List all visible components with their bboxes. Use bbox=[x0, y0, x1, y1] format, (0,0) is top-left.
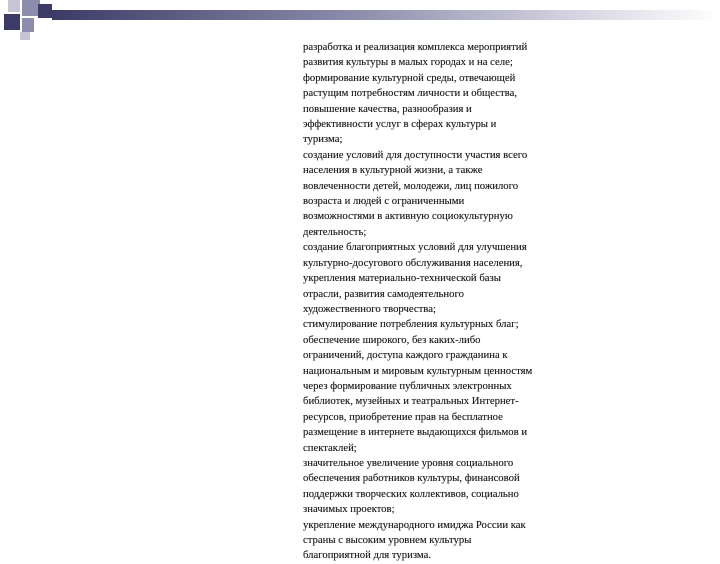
text-line: значимых проектов; bbox=[303, 503, 395, 516]
text-line: отрасли, развития самодеятельного bbox=[303, 287, 464, 300]
text-line: художественного творчества; bbox=[303, 302, 436, 315]
text-line: растущим потребностям личности и общества, bbox=[303, 87, 518, 100]
slide-header-decoration bbox=[0, 0, 720, 40]
header-gradient-bar bbox=[52, 10, 720, 20]
decor-square bbox=[20, 32, 30, 40]
text-line: библиотек, музейных и театральных Интернет- bbox=[303, 395, 519, 408]
text-line: значительное увеличение уровня социального bbox=[303, 456, 514, 469]
text-line: ресурсов, приобретение прав на бесплатное bbox=[303, 410, 503, 423]
text-line: возможностями в активную социокультурную bbox=[303, 210, 513, 223]
text-line: эффективности услуг в сферах культуры и bbox=[303, 118, 497, 131]
text-line: ограничений, доступа каждого гражданина к bbox=[303, 349, 508, 362]
text-line: возраста и людей с ограниченными bbox=[303, 195, 465, 208]
text-line: страны с высоким уровнем культуры bbox=[303, 534, 472, 546]
decor-square bbox=[8, 0, 20, 12]
text-line: повышение качества, разнообразия и bbox=[303, 102, 472, 115]
text-line: туризма; bbox=[303, 133, 343, 146]
decor-square bbox=[38, 4, 52, 18]
text-line: благоприятной для туризма. bbox=[303, 549, 432, 562]
text-line: через формирование публичных электронных bbox=[303, 379, 512, 392]
decor-square bbox=[22, 18, 34, 32]
text-line: развития культуры в малых городах и на селе; bbox=[303, 56, 513, 69]
text-line: культурно-досугового обслуживания населения, bbox=[303, 256, 523, 269]
text-line: размещение в интернете выдающихся фильмов и bbox=[303, 426, 528, 439]
text-line: создание благоприятных условий для улучшения bbox=[303, 241, 527, 254]
text-line: укрепление международного имиджа России как bbox=[303, 518, 526, 531]
text-line: вовлеченности детей, молодежи, лиц пожилого bbox=[303, 179, 519, 192]
text-line: обеспечения работников культуры, финансовой bbox=[303, 472, 520, 485]
slide-body-text bbox=[303, 40, 565, 564]
text-line: поддержки творческих коллективов, социально bbox=[303, 487, 519, 500]
text-line: национальным и мировым культурным ценностям bbox=[303, 364, 533, 377]
text-line: спектаклей; bbox=[303, 441, 357, 454]
text-line: населения в культурной жизни, а также bbox=[303, 164, 483, 177]
text-line: укрепления материально-технической базы bbox=[303, 272, 501, 285]
text-line: формирование культурной среды, отвечающей bbox=[303, 71, 516, 84]
text-line: создание условий для доступности участия всего bbox=[303, 148, 528, 161]
text-line: обеспечение широкого, без каких-либо bbox=[303, 333, 481, 346]
text-line: деятельность; bbox=[303, 225, 367, 238]
decor-square bbox=[4, 14, 20, 30]
text-line: разработка и реализация комплекса мероприятий bbox=[303, 41, 528, 53]
text-line: стимулирование потребления культурных благ; bbox=[303, 318, 519, 331]
